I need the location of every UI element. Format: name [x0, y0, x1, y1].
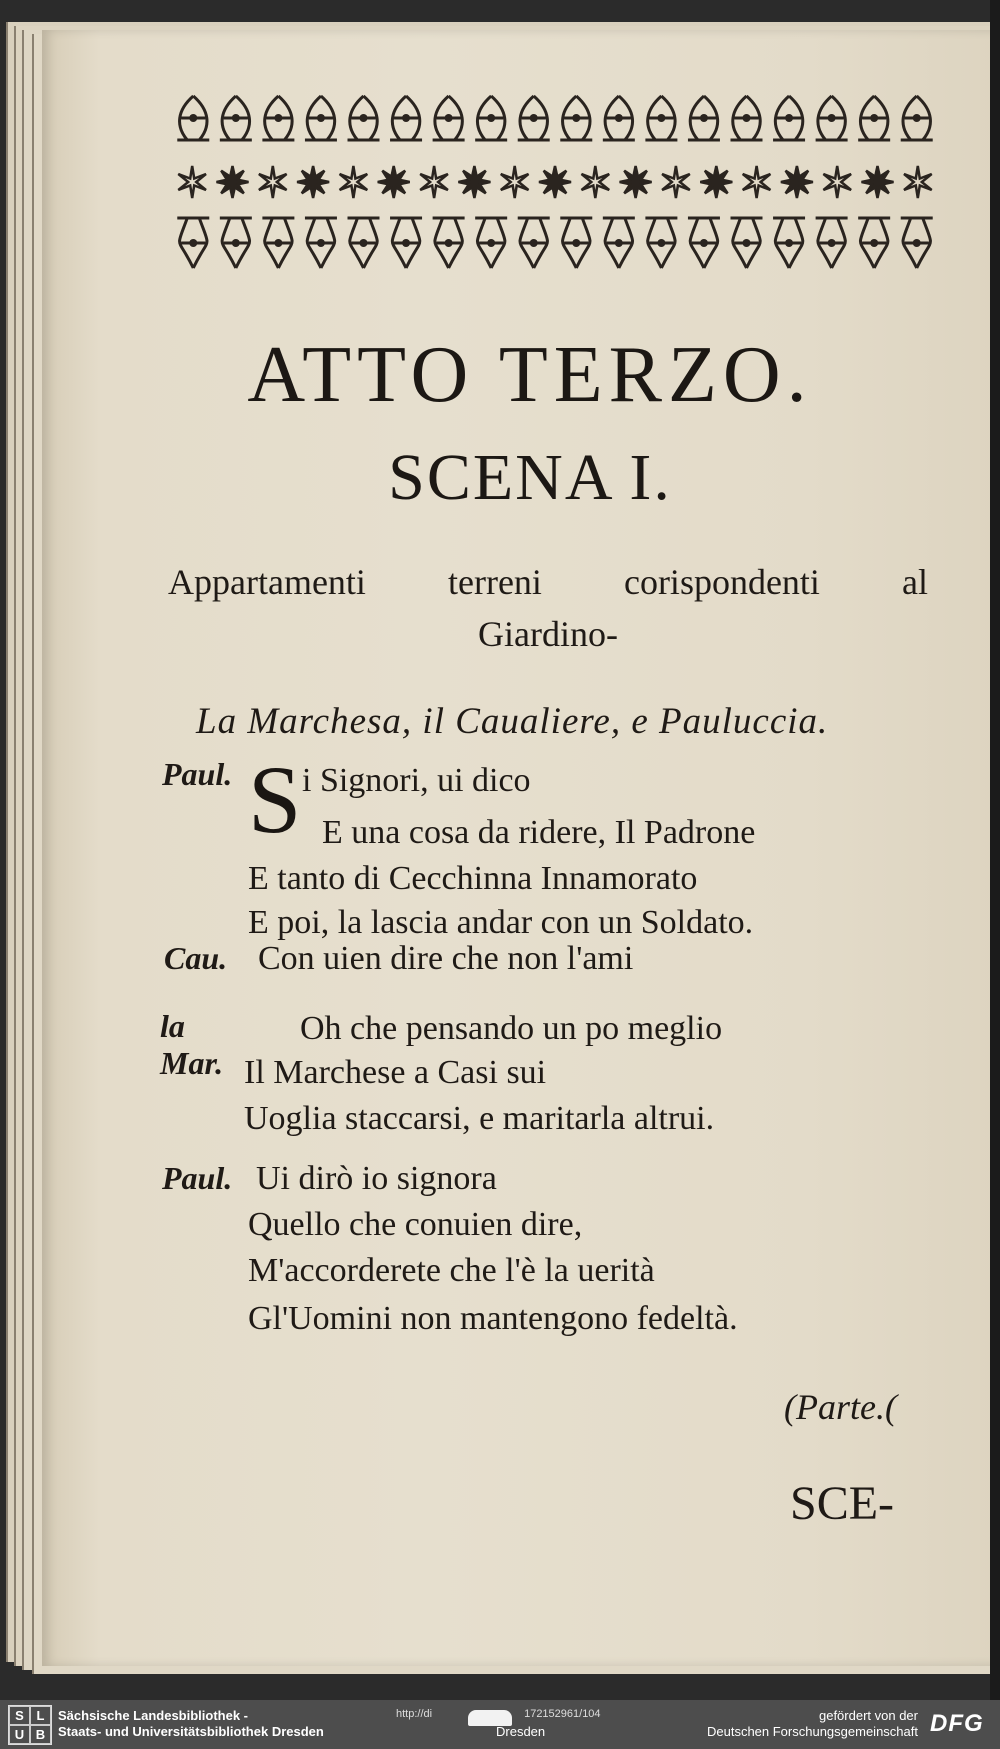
footer-bar	[0, 1700, 1000, 1749]
star-ornament-icon	[217, 166, 249, 198]
act-title: ATTO TERZO.	[247, 331, 813, 419]
verse-line: Oh che pensando un po meglio	[300, 1010, 723, 1047]
library-city	[496, 1708, 545, 1740]
library-line: Sächsische Landesbibliothek -	[58, 1708, 248, 1723]
ornament-glyph	[433, 218, 465, 268]
ornament-glyph	[560, 218, 592, 268]
star-ornament-icon	[259, 166, 287, 198]
funder-text	[700, 1708, 918, 1740]
ornament-glyph	[262, 96, 294, 140]
setting-word: al	[901, 562, 928, 602]
scene-setting	[168, 556, 928, 660]
ornament-glyph	[518, 218, 550, 268]
ornament-glyph	[731, 96, 763, 140]
ornament-glyph	[475, 218, 507, 268]
ornament-glyph	[220, 96, 252, 140]
speaker-label: Paul.	[162, 756, 233, 792]
verse-line: E una cosa da ridere, Il Padrone	[322, 814, 756, 851]
ornament-glyph	[348, 96, 380, 140]
library-line: Staats- und Universitätsbibliothek Dresden	[58, 1724, 324, 1739]
setting-line: Giardino-	[478, 614, 618, 654]
star-ornament-icon	[743, 166, 771, 198]
logo-letter: L	[30, 1706, 51, 1725]
verse-line: i Signori, ui dico	[302, 762, 531, 799]
ornament-glyph	[816, 218, 848, 268]
star-ornament-icon	[862, 166, 894, 198]
ornament-glyph	[645, 96, 677, 140]
drop-capital: S	[248, 746, 302, 853]
ornament-glyph	[603, 218, 635, 268]
star-ornament-icon	[539, 166, 571, 198]
ornament-glyph	[433, 96, 465, 140]
star-ornament-icon	[340, 166, 368, 198]
ornament-band-stars	[172, 160, 938, 204]
logo-letter: S	[9, 1706, 30, 1725]
setting-word: terreni	[447, 562, 542, 602]
ornament-glyph	[858, 218, 890, 268]
star-ornament-icon	[178, 166, 206, 198]
ornament-glyph	[177, 96, 209, 140]
scene-title: SCENA I.	[388, 441, 672, 514]
ornament-glyph	[560, 96, 592, 140]
ornament-glyph	[348, 218, 380, 268]
star-ornament-icon	[501, 166, 529, 198]
speaker-label: Cau.	[164, 940, 228, 976]
logo-letter: B	[30, 1725, 51, 1744]
dfg-logo[interactable]: DFG	[930, 1710, 984, 1737]
ornament-glyph	[262, 218, 294, 268]
funder-line: gefördert von der	[818, 1708, 918, 1723]
verse-line: Ui dirò io signora	[256, 1160, 497, 1197]
star-ornament-icon	[700, 166, 732, 198]
stage-direction: (Parte.(	[784, 1387, 897, 1427]
star-ornament-icon	[582, 166, 610, 198]
city-line: Dresden	[496, 1724, 546, 1739]
ornament-glyph	[773, 96, 805, 140]
ornament-glyph	[773, 218, 805, 268]
ornament-glyph	[305, 96, 337, 140]
ornament-glyph	[731, 218, 763, 268]
slub-logo[interactable]	[8, 1705, 52, 1745]
speaker-label: la Mar.	[160, 1008, 224, 1081]
ornament-glyph	[518, 96, 550, 140]
ornament-glyph	[901, 96, 933, 140]
ornament-glyph	[475, 96, 507, 140]
star-ornament-icon	[458, 166, 490, 198]
ornament-band-top	[172, 92, 938, 144]
ornament-glyph	[645, 218, 677, 268]
star-ornament-icon	[378, 166, 410, 198]
ornament-glyph	[858, 96, 890, 140]
character-list: La Marchesa, il Caualiere, e Pauluccia.	[196, 701, 829, 742]
ornament-glyph	[220, 218, 252, 268]
setting-word: Appartamenti	[168, 562, 366, 602]
ornament-glyph	[390, 96, 422, 140]
ornament-glyph	[901, 218, 933, 268]
ornament-glyph	[688, 96, 720, 140]
star-ornament-icon	[781, 166, 813, 198]
ornament-glyph	[603, 96, 635, 140]
verse-line: E tanto di Cecchinna Innamorato	[248, 860, 698, 897]
catchword: SCE-	[790, 1477, 895, 1530]
star-ornament-icon	[620, 166, 652, 198]
verse-line: Il Marchese a Casi sui	[244, 1054, 547, 1091]
library-name	[58, 1708, 324, 1740]
ornament-glyph	[305, 218, 337, 268]
verse-line: Quello che conuien dire,	[248, 1206, 583, 1243]
ornament-glyph	[688, 218, 720, 268]
verse-line: Uoglia staccarsi, e maritarla altrui.	[244, 1100, 715, 1137]
ornament-glyph	[177, 218, 209, 268]
star-ornament-icon	[420, 166, 448, 198]
ornament-band-bottom	[172, 214, 938, 272]
star-ornament-icon	[823, 166, 851, 198]
url-end: 172152961/104	[524, 1708, 601, 1720]
ornament-glyph	[816, 96, 848, 140]
star-ornament-icon	[662, 166, 690, 198]
setting-word: corispondenti	[623, 562, 820, 602]
verse-line: Gl'Uomini non mantengono fedeltà.	[248, 1300, 738, 1337]
verse-line: Con uien dire che non l'ami	[258, 940, 634, 977]
speaker-label: Paul.	[162, 1160, 233, 1196]
url-start: http://di	[396, 1708, 433, 1720]
logo-letter: U	[9, 1725, 30, 1744]
verse-line: E poi, la lascia andar con un Soldato.	[248, 904, 754, 941]
star-ornament-icon	[904, 166, 932, 198]
star-ornament-icon	[297, 166, 329, 198]
ornament-glyph	[390, 218, 422, 268]
scan-border	[990, 0, 1000, 1749]
verse-line: M'accorderete che l'è la uerità	[248, 1252, 655, 1289]
funder-line: Deutschen Forschungsgemeinschaft	[706, 1724, 918, 1739]
